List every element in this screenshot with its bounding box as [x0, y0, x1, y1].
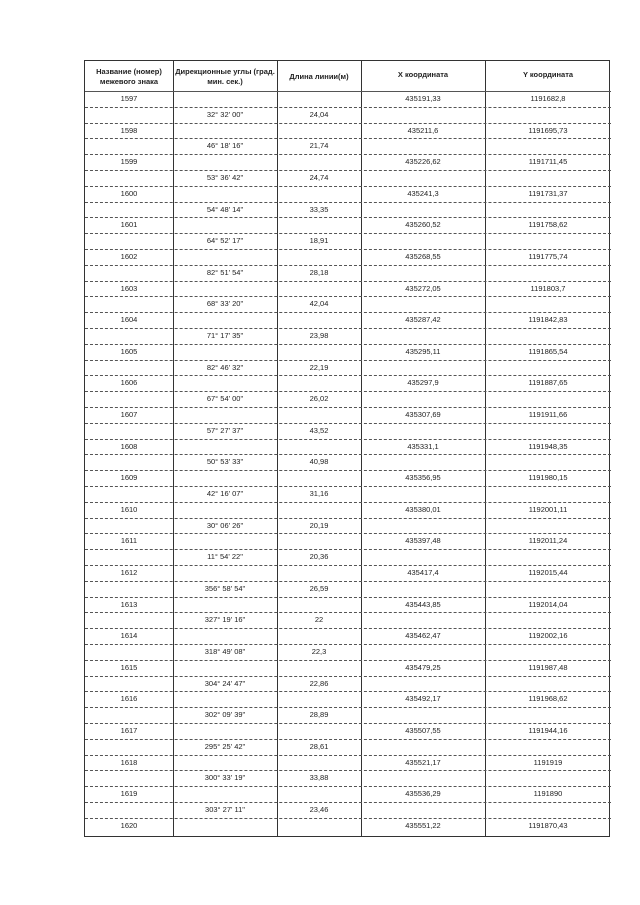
line-length: 33,88	[309, 773, 329, 783]
point-name: 1600	[120, 188, 138, 198]
row-divider	[85, 786, 611, 787]
row-divider	[85, 186, 611, 187]
y-coordinate: 1191987,48	[528, 662, 568, 672]
row-divider	[85, 549, 611, 550]
y-coordinate: 1191870,43	[528, 820, 568, 830]
y-coordinate: 1191865,54	[528, 346, 568, 356]
y-coordinate: 1191758,62	[528, 220, 568, 230]
line-length: 40,98	[309, 457, 329, 467]
point-name: 1612	[120, 568, 138, 577]
direction-angle: 71° 17' 35"	[206, 331, 244, 340]
header-divider	[85, 91, 611, 92]
line-length: 42,04	[309, 299, 329, 309]
x-coordinate: 435268,55	[405, 252, 441, 261]
y-coordinate: 1191948,35	[528, 441, 568, 451]
y-coordinate: 1191842,83	[528, 315, 568, 325]
direction-angle: 82° 46' 32"	[206, 362, 244, 372]
header-point-name: Название (номер) межевого знака	[96, 67, 162, 86]
coordinates-table	[84, 60, 610, 837]
line-length: 21,74	[309, 141, 329, 151]
direction-angle: 300° 33' 19"	[204, 773, 246, 783]
y-coordinate: 1191711,45	[528, 157, 568, 167]
row-divider	[85, 391, 611, 392]
direction-angle: 67° 54' 00"	[206, 394, 244, 404]
x-coordinate: 435356,95	[405, 473, 441, 483]
x-coordinate: 435492,17	[405, 694, 441, 704]
line-length: 22,19	[309, 362, 329, 372]
x-coordinate: 435443,85	[405, 599, 441, 609]
point-name: 1619	[120, 789, 138, 799]
header-direction-angle: Дирекционные углы (град. мин. сек.)	[175, 67, 275, 86]
line-length: 24,74	[309, 173, 329, 182]
direction-angle: 68° 33' 20"	[206, 299, 244, 309]
direction-angle: 42° 16' 07"	[206, 489, 244, 498]
row-divider	[85, 265, 611, 266]
row-divider	[85, 597, 611, 598]
point-name: 1602	[120, 252, 138, 261]
row-divider	[85, 470, 611, 471]
row-divider	[85, 755, 611, 756]
y-coordinate: 1191682,8	[530, 94, 566, 103]
line-length: 26,02	[309, 394, 329, 404]
row-divider	[85, 770, 611, 771]
row-divider	[85, 486, 611, 487]
row-divider	[85, 818, 611, 819]
row-divider	[85, 312, 611, 313]
y-coordinate: 1191944,16	[528, 726, 568, 735]
line-length: 43,52	[309, 425, 329, 435]
x-coordinate: 435331,1	[407, 441, 439, 451]
direction-angle: 295° 25' 42"	[204, 741, 246, 751]
point-name: 1609	[120, 473, 138, 483]
row-divider	[85, 217, 611, 218]
x-coordinate: 435507,55	[405, 726, 441, 735]
point-name: 1611	[120, 536, 138, 546]
x-coordinate: 435297,9	[407, 378, 439, 388]
direction-angle: 82° 51' 54"	[206, 267, 244, 277]
row-divider	[85, 344, 611, 345]
row-divider	[85, 281, 611, 282]
direction-angle: 356° 58' 54"	[204, 583, 246, 593]
point-name: 1616	[120, 694, 138, 704]
row-divider	[85, 644, 611, 645]
y-coordinate: 1191775,74	[528, 252, 568, 261]
direction-angle: 11° 54' 22"	[207, 552, 243, 562]
y-coordinate: 1191980,15	[528, 473, 568, 483]
x-coordinate: 435521,17	[405, 757, 441, 767]
x-coordinate: 435295,11	[405, 346, 441, 356]
direction-angle: 30° 06' 26"	[206, 520, 244, 530]
row-divider	[85, 739, 611, 740]
line-length: 24,04	[309, 109, 329, 119]
y-coordinate: 1191890	[533, 789, 563, 799]
row-divider	[85, 233, 611, 234]
direction-angle: 54° 48' 14"	[206, 204, 244, 214]
y-coordinate: 1192015,44	[528, 568, 568, 577]
direction-angle: 318° 49' 08"	[204, 647, 246, 656]
row-divider	[85, 676, 611, 677]
y-coordinate: 1191695,73	[528, 125, 568, 135]
x-coordinate: 435462,47	[405, 631, 441, 641]
x-coordinate: 435241,3	[407, 188, 439, 198]
x-coordinate: 435272,05	[405, 283, 441, 293]
x-coordinate: 435397,48	[405, 536, 441, 546]
x-coordinate: 435551,22	[405, 820, 441, 830]
point-name: 1608	[120, 441, 138, 451]
line-length: 18,91	[309, 236, 329, 246]
direction-angle: 303° 27' 11"	[205, 805, 245, 814]
line-length: 22,3	[311, 647, 327, 656]
direction-angle: 327° 19' 16"	[204, 615, 246, 625]
row-divider	[85, 533, 611, 534]
row-divider	[85, 202, 611, 203]
line-length: 20,36	[309, 552, 329, 562]
row-divider	[85, 439, 611, 440]
row-divider	[85, 628, 611, 629]
line-length: 26,59	[309, 583, 329, 593]
row-divider	[85, 407, 611, 408]
row-divider	[85, 170, 611, 171]
row-divider	[85, 707, 611, 708]
row-divider	[85, 296, 611, 297]
row-divider	[85, 565, 611, 566]
direction-angle: 304° 24' 47"	[204, 678, 246, 688]
header-line-length: Длина линии(м)	[289, 72, 349, 81]
y-coordinate: 1192001,11	[528, 504, 568, 514]
x-coordinate: 435380,01	[405, 504, 441, 514]
row-divider	[85, 723, 611, 724]
direction-angle: 57° 27' 37"	[206, 425, 244, 435]
row-divider	[85, 612, 611, 613]
line-length: 28,89	[309, 710, 329, 720]
header-x-coordinate: X координата	[397, 70, 449, 79]
line-length: 22,86	[309, 678, 329, 688]
y-coordinate: 1191803,7	[530, 283, 566, 293]
line-length: 28,18	[309, 267, 329, 277]
point-name: 1601	[120, 220, 138, 230]
point-name: 1620	[120, 820, 138, 830]
point-name: 1618	[120, 757, 138, 767]
row-divider	[85, 249, 611, 250]
row-divider	[85, 802, 611, 803]
point-name: 1603	[120, 283, 138, 293]
point-name: 1606	[120, 378, 138, 388]
y-coordinate: 1191911,66	[528, 410, 568, 419]
line-length: 33,35	[309, 204, 329, 214]
point-name: 1614	[120, 631, 138, 641]
direction-angle: 46° 18' 16"	[206, 141, 244, 151]
x-coordinate: 435211,6	[407, 125, 439, 135]
line-length: 22	[314, 615, 324, 625]
row-divider	[85, 138, 611, 139]
x-coordinate: 435479,25	[405, 662, 441, 672]
x-coordinate: 435536,29	[405, 789, 441, 799]
point-name: 1607	[120, 410, 138, 419]
x-coordinate: 435287,42	[405, 315, 441, 325]
row-divider	[85, 518, 611, 519]
y-coordinate: 1191919	[533, 757, 563, 767]
direction-angle: 32° 32' 00"	[206, 109, 244, 119]
y-coordinate: 1192014,04	[528, 599, 568, 609]
row-divider	[85, 691, 611, 692]
x-coordinate: 435307,69	[405, 410, 441, 419]
row-divider	[85, 375, 611, 376]
line-length: 23,46	[309, 805, 329, 814]
row-divider	[85, 581, 611, 582]
x-coordinate: 435191,33	[405, 94, 441, 103]
direction-angle: 53° 36' 42"	[206, 173, 244, 182]
direction-angle: 302° 09' 39"	[204, 710, 246, 720]
point-name: 1598	[120, 125, 138, 135]
line-length: 31,16	[309, 489, 329, 498]
y-coordinate: 1191887,65	[528, 378, 568, 388]
x-coordinate: 435417,4	[407, 568, 439, 577]
line-length: 20,19	[309, 520, 329, 530]
line-length: 23,98	[309, 331, 329, 340]
row-divider	[85, 454, 611, 455]
direction-angle: 64° 52' 17"	[206, 236, 244, 246]
y-coordinate: 1191968,62	[528, 694, 568, 704]
y-coordinate: 1192011,24	[528, 536, 568, 546]
row-divider	[85, 360, 611, 361]
point-name: 1617	[120, 726, 138, 735]
row-divider	[85, 328, 611, 329]
row-divider	[85, 660, 611, 661]
header-y-coordinate: Y координата	[522, 70, 574, 79]
point-name: 1615	[120, 662, 138, 672]
point-name: 1610	[120, 504, 138, 514]
point-name: 1604	[120, 315, 138, 325]
point-name: 1605	[120, 346, 138, 356]
row-divider	[85, 123, 611, 124]
point-name: 1597	[120, 94, 138, 103]
direction-angle: 50° 53' 33"	[206, 457, 244, 467]
y-coordinate: 1191731,37	[528, 188, 568, 198]
row-divider	[85, 502, 611, 503]
row-divider	[85, 154, 611, 155]
x-coordinate: 435226,62	[405, 157, 441, 167]
point-name: 1613	[120, 599, 138, 609]
y-coordinate: 1192002,16	[528, 631, 568, 641]
point-name: 1599	[120, 157, 138, 167]
line-length: 28,61	[309, 741, 329, 751]
row-divider	[85, 107, 611, 108]
row-divider	[85, 423, 611, 424]
x-coordinate: 435260,52	[405, 220, 441, 230]
